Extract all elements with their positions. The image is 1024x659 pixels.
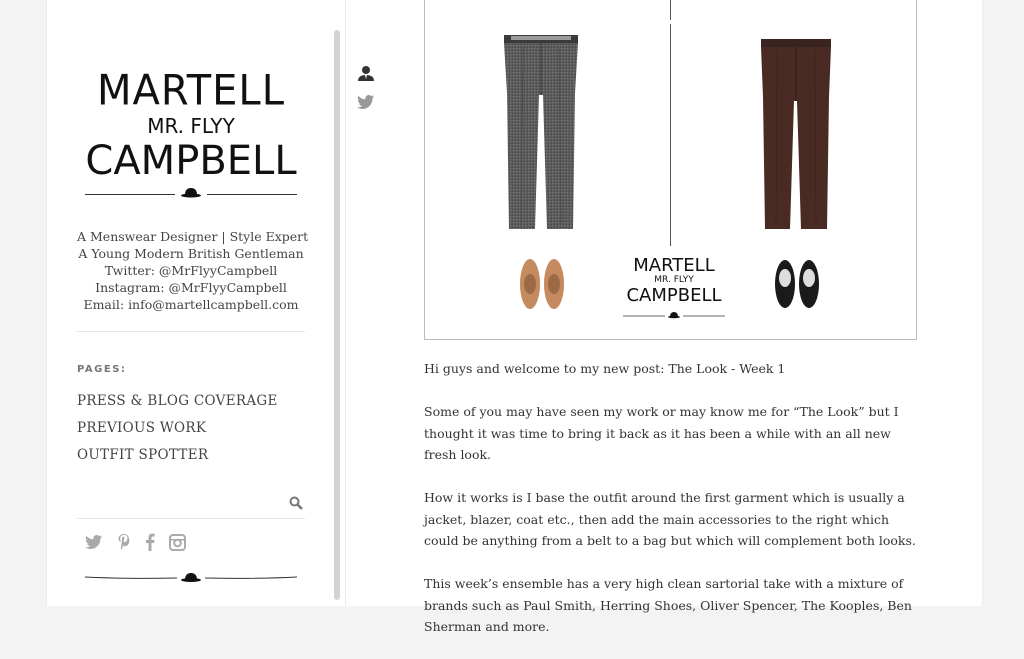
tan-shoes-image: [517, 256, 567, 312]
post-paragraph: This week’s ensemble has a very high clean sartorial take with a mixture of brands such as Paul Smith, Herring Shoes, Oliver Spencer, The Kooples, Ben Sherman and more.: [424, 576, 912, 634]
nav-press-blog-coverage[interactable]: PRESS & BLOG COVERAGE: [77, 393, 278, 409]
nav-outfit-spotter[interactable]: OUTFIT SPOTTER: [77, 447, 209, 463]
post-body: [424, 358, 924, 659]
bio-line: A Menswear Designer | Style Expert: [77, 229, 309, 244]
post-paragraph: Some of you may have seen my work or may know me for “The Look” but I thought it was time to bring it back as it has been a while with an all new fresh look.: [424, 404, 899, 462]
post-paragraph: Hi guys and welcome to my new post: The Look - Week 1: [424, 361, 786, 376]
black-shoes-image: [773, 258, 821, 310]
hat-icon: [180, 186, 202, 198]
sidebar-scrollbar[interactable]: [334, 30, 340, 600]
facebook-icon[interactable]: [145, 533, 155, 551]
bio-instagram: Instagram: @MrFlyyCampbell: [95, 280, 287, 295]
divider: [77, 331, 305, 332]
pages-nav: [77, 388, 278, 469]
hat-icon: [617, 310, 731, 320]
footer-ornament: [85, 569, 297, 583]
content-divider: [345, 0, 346, 606]
image-logo: [617, 256, 731, 324]
bio-line: A Young Modern British Gentleman: [78, 246, 304, 261]
twitter-icon[interactable]: [357, 94, 375, 112]
bio-twitter: Twitter: @MrFlyyCampbell: [104, 263, 278, 278]
image-divider: [670, 0, 671, 20]
image-logo-line-2: MR. FLYY: [654, 275, 694, 285]
logo-line-2: MR. FLYY: [147, 114, 235, 138]
sidebar: [47, 0, 335, 606]
post-image[interactable]: [424, 0, 917, 340]
search-box: [77, 492, 305, 519]
logo-line-3: CAMPBELL: [85, 138, 297, 184]
bio-email: Email: info@martellcampbell.com: [83, 297, 299, 312]
logo-line-1: MARTELL: [96, 66, 286, 116]
image-logo-line-1: MARTELL: [633, 255, 715, 276]
site-logo[interactable]: [77, 66, 305, 200]
page: [46, 0, 983, 634]
divider-ornament: [85, 570, 297, 584]
nav-previous-work[interactable]: PREVIOUS WORK: [77, 420, 207, 436]
image-divider: [670, 24, 671, 246]
social-links: [85, 533, 186, 551]
logo-ornament: [77, 186, 305, 200]
bio: [77, 228, 309, 313]
search-input[interactable]: [77, 492, 281, 518]
profile-icon[interactable]: [357, 64, 375, 82]
instagram-icon[interactable]: [169, 534, 186, 551]
post-paragraph: How it works is I base the outfit around the first garment which is usually a jacket, blazer, coat etc., then add the main accessories to the right which could be anything from a belt to a bag but which will complement both looks.: [424, 490, 916, 548]
pages-heading: PAGES:: [77, 364, 127, 375]
share-icons: [357, 64, 379, 124]
search-icon[interactable]: [289, 496, 303, 510]
brown-trousers-image: [757, 37, 835, 233]
pinterest-icon[interactable]: [117, 533, 131, 551]
image-logo-line-3: CAMPBELL: [626, 285, 722, 306]
twitter-icon[interactable]: [85, 534, 103, 550]
grey-trousers-image: [501, 33, 581, 233]
